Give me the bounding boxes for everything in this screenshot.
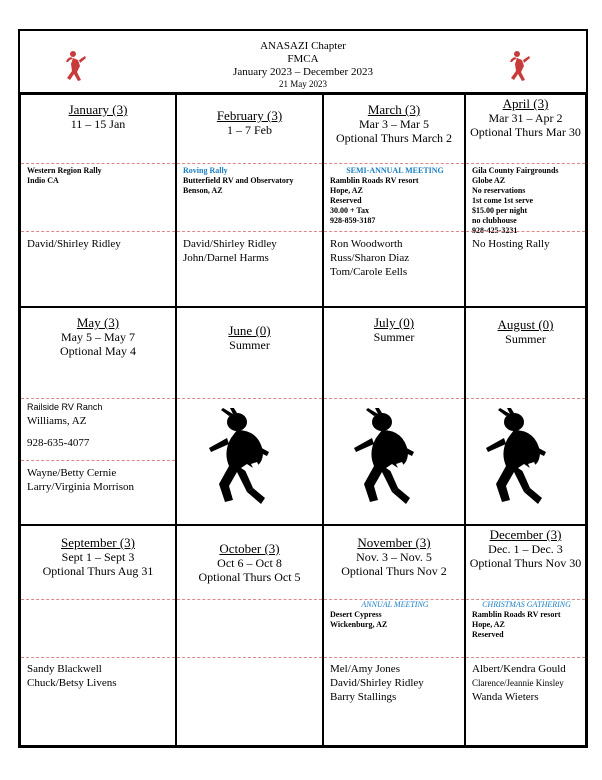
kokopelli-icon: [207, 408, 297, 508]
event-title: ANNUAL MEETING: [361, 600, 429, 609]
event-line: Butterfield RV and Observatory: [183, 176, 294, 185]
host-name: Wanda Wieters: [472, 691, 539, 703]
event-line: Globe AZ: [472, 176, 506, 185]
event-title: CHRISTMAS GATHERING: [482, 600, 571, 609]
month-cell-december: [465, 525, 586, 746]
event-line: Ramblin Roads RV resort: [472, 610, 561, 619]
month-cell-september: [20, 525, 176, 746]
month-dates: May 5 – May 7: [61, 330, 135, 344]
event-line: Gila County Fairgrounds: [472, 166, 559, 175]
month-cell-march: [323, 94, 465, 307]
event-line: Reserved: [330, 196, 362, 205]
host-name: David/Shirley Ridley: [330, 677, 424, 689]
month-cell-november: [323, 525, 465, 746]
month-optional: Optional Thurs Nov 2: [341, 564, 447, 578]
host-name: David/Shirley Ridley: [183, 238, 277, 250]
month-cell-june: [176, 307, 323, 525]
month-cell-august: [465, 307, 586, 525]
month-title: February (3): [216, 108, 283, 123]
month-dates: Mar 31 – Apr 2: [488, 111, 563, 125]
event-line: no clubhouse: [472, 216, 517, 225]
event-title: SEMI-ANNUAL MEETING: [346, 166, 444, 175]
event-line: Wickenburg, AZ: [330, 620, 388, 629]
month-title: April (3): [502, 96, 549, 111]
month-title: May (3): [76, 315, 120, 330]
host-name: Wayne/Betty Cernie: [27, 467, 117, 479]
event-line: $15.00 per night: [472, 206, 528, 215]
month-title: January (3): [68, 102, 128, 117]
host-name: Ron Woodworth: [330, 238, 403, 250]
host-name: Chuck/Betsy Livens: [27, 677, 117, 689]
event-line: 30.00 + Tax: [330, 206, 370, 215]
month-cell-july: [323, 307, 465, 525]
rv-park-name: Railside RV Ranch: [27, 402, 103, 412]
host-name: Barry Stallings: [330, 691, 397, 703]
calendar-header: [20, 31, 586, 94]
host-name: Tom/Carole Eells: [330, 266, 408, 278]
month-dates: Mar 3 – Mar 5: [359, 117, 429, 131]
rv-park-city: Williams, AZ: [27, 415, 87, 427]
month-dates: Summer: [373, 330, 415, 344]
kokopelli-icon: [352, 408, 442, 508]
host-name: Russ/Sharon Diaz: [330, 252, 410, 264]
kokopelli-logo-icon: [509, 50, 531, 84]
month-title: August (0): [497, 317, 554, 332]
month-cell-october: [176, 525, 323, 746]
host-name: No Hosting Rally: [472, 238, 550, 250]
month-cell-february: [176, 94, 323, 307]
event-line: No reservations: [472, 186, 526, 195]
month-title: July (0): [373, 315, 415, 330]
month-optional: Optional Thurs Aug 31: [42, 564, 154, 578]
event-title: Roving Rally: [183, 166, 228, 175]
title-block: [20, 40, 586, 90]
revision-date: 21 May 2023: [279, 79, 327, 89]
host-name: Larry/Virginia Morrison: [27, 481, 134, 493]
month-optional: Optional Thurs Nov 30: [469, 556, 582, 570]
month-title: November (3): [357, 535, 431, 550]
month-optional: Optional May 4: [60, 344, 136, 358]
host-name: John/Darnel Harms: [183, 252, 269, 264]
month-dates: Nov. 3 – Nov. 5: [356, 550, 432, 564]
month-cell-april: [465, 94, 586, 307]
month-optional: Optional Thurs March 2: [335, 131, 453, 145]
month-title: December (3): [489, 527, 562, 542]
calendar-frame: [18, 29, 588, 748]
host-name: Clarence/Jeannie Kinsley: [472, 678, 564, 688]
month-dates: Dec. 1 – Dec. 3: [488, 542, 563, 556]
month-title: June (0): [228, 323, 271, 338]
month-title: March (3): [367, 102, 421, 117]
host-name: Albert/Kendra Gould: [472, 663, 566, 675]
event-line: Benson, AZ: [183, 186, 223, 195]
event-line: Hope, AZ: [472, 620, 505, 629]
month-title: October (3): [219, 541, 280, 556]
month-optional: Optional Thurs Oct 5: [198, 570, 301, 584]
event-line: 1st come 1st serve: [472, 196, 534, 205]
month-dates: 11 – 15 Jan: [70, 117, 126, 131]
organization: FMCA: [287, 53, 319, 65]
event-line: Ramblin Roads RV resort: [330, 176, 419, 185]
chapter-name: ANASAZI Chapter: [260, 40, 346, 52]
month-optional: Optional Thurs Mar 30: [470, 125, 581, 139]
event-line: Reserved: [472, 630, 504, 639]
month-dates: Summer: [229, 338, 270, 352]
month-title: September (3): [60, 535, 135, 550]
host-name: Sandy Blackwell: [27, 663, 102, 675]
event-line: Indio CA: [27, 176, 59, 185]
event-line: 928-859-3187: [330, 216, 376, 225]
months-grid: [20, 94, 586, 746]
date-range: January 2023 – December 2023: [233, 66, 373, 78]
host-name: David/Shirley Ridley: [27, 238, 121, 250]
rv-park-phone: 928-635-4077: [27, 437, 90, 449]
month-dates: Oct 6 – Oct 8: [217, 556, 282, 570]
event-line: Hope, AZ: [330, 186, 363, 195]
event-line: Western Region Rally: [27, 166, 102, 175]
event-line: 928-425-3231: [472, 226, 518, 235]
month-dates: Sept 1 – Sept 3: [61, 550, 135, 564]
host-name: Mel/Amy Jones: [330, 663, 400, 675]
month-dates: Summer: [505, 332, 546, 346]
event-line: Desert Cypress: [330, 610, 382, 619]
month-cell-january: [20, 94, 176, 307]
month-dates: 1 – 7 Feb: [227, 123, 272, 137]
month-cell-may: [20, 307, 176, 525]
kokopelli-icon: [484, 408, 574, 508]
